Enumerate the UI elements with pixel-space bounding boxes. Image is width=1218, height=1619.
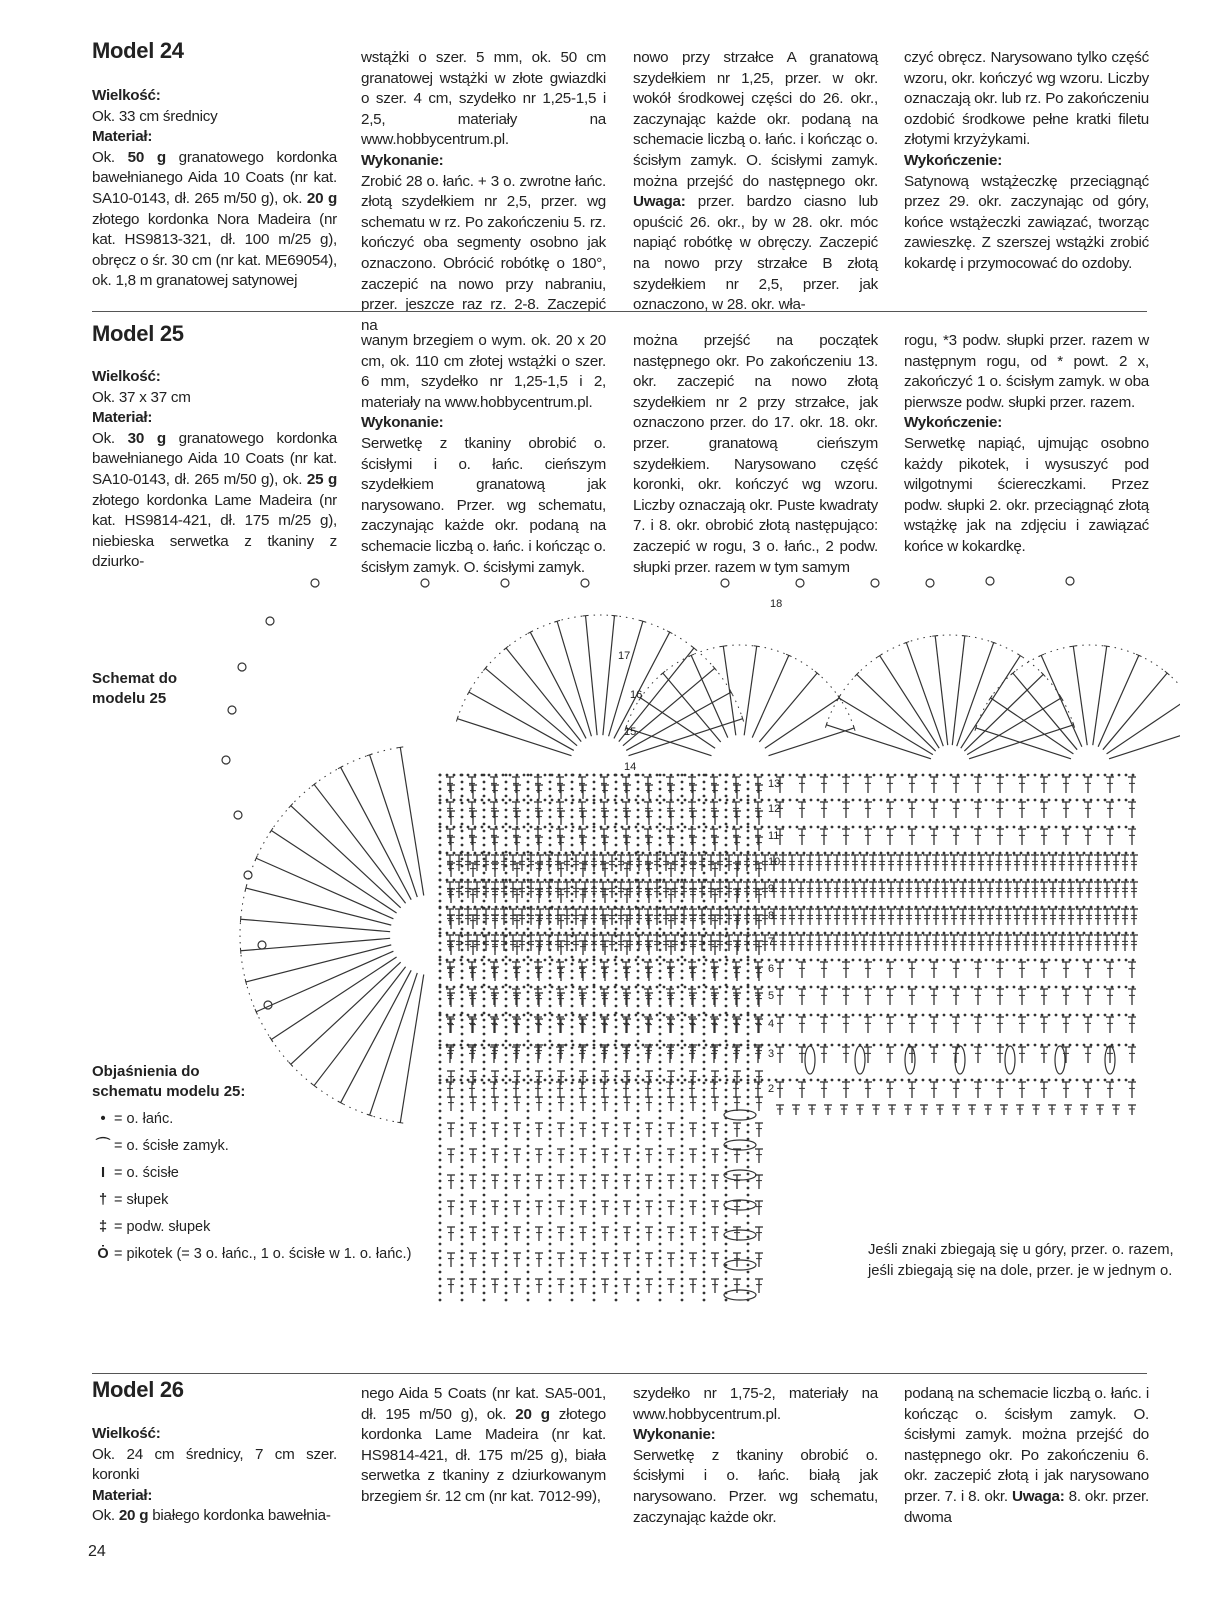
picot-icon: Ȯ bbox=[97, 1246, 109, 1262]
round-number: 11 bbox=[768, 830, 780, 842]
legend-title: Objaśnienia do schematu modelu 25: bbox=[92, 1063, 246, 1100]
material-text: Ok. 50 g granatowego kordonka bawełnianego Aida 10 Coats (nr kat. SA10-0143, dł. 265 m/50 g), ok. 20 g złotego kordonka Nora Madeira (nr kat. HS9813-321, dł. 100 m/25 g), obręcz o śr. 30 cm (nr kat. ME69054), ok. 1,8 m granatowej satynowej bbox=[92, 148, 338, 290]
round-number: 8 bbox=[768, 910, 775, 922]
material-text: Ok. 20 g białego kordonka bawełnia- bbox=[92, 1507, 331, 1525]
schema-label: Schemat do modelu 25 bbox=[92, 670, 178, 707]
model-26-col4 bbox=[904, 1384, 1149, 1528]
model-25-col4 bbox=[904, 331, 1149, 558]
oval-loop bbox=[805, 1046, 815, 1074]
model-24-col1 bbox=[92, 86, 337, 292]
round-number: 17 bbox=[618, 650, 631, 662]
finishing-heading: Wykończenie: bbox=[904, 151, 1002, 169]
oval-loop bbox=[724, 1110, 756, 1120]
round-number: 6 bbox=[768, 963, 775, 975]
single-crochet-icon: I bbox=[100, 1165, 106, 1181]
round-number: 2 bbox=[768, 1083, 775, 1095]
picot-mark bbox=[311, 579, 319, 587]
legend-item bbox=[92, 1136, 411, 1156]
model-24-title: Model 24 bbox=[92, 38, 184, 63]
round-number: 5 bbox=[768, 990, 775, 1002]
treble-crochet-icon: ‡ bbox=[98, 1219, 108, 1235]
material-heading: Materiał: bbox=[92, 128, 153, 146]
picot-mark bbox=[581, 579, 589, 587]
oval-loop bbox=[1055, 1046, 1065, 1074]
size-heading: Wielkość: bbox=[92, 1425, 161, 1442]
section-divider bbox=[92, 311, 1147, 312]
execution-heading: Wykonanie: bbox=[633, 1426, 716, 1444]
round-number: 13 bbox=[768, 778, 781, 790]
oval-loop bbox=[724, 1290, 756, 1300]
oval-loop bbox=[905, 1046, 915, 1074]
text-block: rogu, *3 podw. słupki przer. razem w następnym rogu, od * powt. 2 x, zakończyć 1 o. ścisłym zamyk. w oba pierwsze podw. słupki przer. razem. bbox=[904, 332, 1149, 411]
text-block: Serwetkę z tkaniny obrobić o. ścisłymi i o. łańc. białą jak narysowano. Przer. wg schematu, zaczynając każde okr. bbox=[633, 1446, 878, 1526]
picot-mark bbox=[796, 579, 804, 587]
size-text: Ok. 24 cm średnicy, 7 cm szer. koronki bbox=[92, 1445, 337, 1484]
picot-mark bbox=[258, 941, 266, 949]
round-number: 14 bbox=[624, 761, 637, 773]
picot-mark bbox=[244, 871, 252, 879]
text-block: Zrobić 28 o. łańc. + 3 o. zwrotne łańc. złotą szydełkiem nr 2,5, przer. wg schematu w rz. Po zakończeniu 5. rz. kończyć oba segmenty osobno jak oznaczono. Obrócić robótkę o 180°, zaczepić na nowo przy nabraniu, przer. jeszcze raz rz. 2-8. Zaczepić na bbox=[361, 172, 606, 334]
picot-mark bbox=[986, 577, 994, 585]
round-number: 4 bbox=[768, 1018, 775, 1030]
model-26-col1 bbox=[92, 1424, 337, 1527]
picot-mark bbox=[926, 579, 934, 587]
text-block: nowo przy strzałce A granatową szydełkiem nr 1,25, przer. w okr. wokół środkowej części do 26. okr., zaczynając każde okr. podaną na schemacie liczbą o. łańc. i kończąc o. ścisłym zamyk. O. ścisłymi zamyk. można przejść do następnego okr. Uwaga: przer. bardzo ciasno lub opuścić 26. okr., by w 28. okr. móc napiąć robótkę w obręczy. Zaczepić na nowo przy strzałce B złotą szydełkiem nr 2,5, przer. jak oznaczono, w 28. okr. wła- bbox=[633, 49, 878, 314]
picot-mark bbox=[501, 579, 509, 587]
round-number: 7 bbox=[768, 936, 775, 948]
round-number: 9 bbox=[768, 883, 775, 895]
text-block: podaną na schemacie liczbą o. łańc. i kończąc o. ścisłym zamyk. O. ścisłymi zamyk. można przejść do następnego okr. Po zakończeniu 6. okr. zaczepić złotą i jak narysowano przer. 7. i 8. okr. Uwaga: 8. okr. przer. dwoma bbox=[904, 1385, 1149, 1526]
picot-mark bbox=[222, 756, 230, 764]
legend-text: = podw. słupek bbox=[114, 1219, 211, 1235]
model-24-col4 bbox=[904, 48, 1149, 275]
model-25-col2 bbox=[361, 331, 606, 578]
text-block: czyć obręcz. Narysowano tylko część wzoru, okr. kończyć wg wzoru. Liczby oznaczają okr. lub rz. Po zakończeniu ozdobić środkowe pełne kratki filetu złotymi krzyżykami. bbox=[904, 49, 1149, 149]
size-text: Ok. 37 x 37 cm bbox=[92, 388, 191, 406]
model-26-title: Model 26 bbox=[92, 1377, 184, 1402]
legend-item bbox=[92, 1163, 411, 1183]
round-number: 16 bbox=[630, 689, 643, 701]
round-number: 3 bbox=[768, 1048, 775, 1060]
text-block: Serwetkę napiąć, ujmując osobno każdy pikotek, i wysuszyć pod wilgotnymi ściereczkami. Przez podw. słupki 2. okr. przeciągnąć złotą wstążkę jak na zdjęciu i zawiązać końce w kokardkę. bbox=[904, 434, 1149, 555]
slip-stitch-icon: ⌒ bbox=[95, 1138, 111, 1154]
section-divider bbox=[92, 1373, 1147, 1374]
text-block: wanym brzegiem o wym. ok. 20 x 20 cm, ok. 110 cm złotej wstążki o szer. 6 mm, szydełko nr 1,25-1,5 i 2, materiały na www.hobbycentrum.pl. bbox=[361, 332, 606, 411]
legend-item bbox=[92, 1244, 411, 1264]
picot-mark bbox=[721, 579, 729, 587]
legend-item bbox=[92, 1217, 411, 1237]
size-heading: Wielkość: bbox=[92, 87, 161, 104]
double-crochet-icon: † bbox=[98, 1192, 108, 1208]
round-number: 15 bbox=[624, 726, 637, 738]
legend-text: = pikotek (= 3 o. łańc., 1 o. ścisłe w 1. o. łańc.) bbox=[114, 1246, 412, 1262]
round-number: 12 bbox=[768, 803, 781, 815]
model-25-col3 bbox=[633, 331, 878, 578]
round-number: 18 bbox=[770, 598, 783, 610]
legend-text: = o. łańc. bbox=[114, 1111, 174, 1127]
model-24-col2 bbox=[361, 48, 606, 336]
text-block: można przejść na początek następnego okr. Po zakończeniu 13. okr. zaczepić na nowo złotą szydełkiem nr 2 przy strzałce, jak oznaczono przer. do 17. okr. 18. okr. przer. granatową cieńszym szydełkiem. Narysowano część koronki, okr. kończyć wg wzoru. Liczby oznaczają okr. Puste kwadraty 7. i 8. okr. obrobić złotą następująco: zaczepić w rogu, 3 o. łańc., 2 podw. słupki przer. razem w tym samym bbox=[633, 332, 878, 576]
material-heading: Materiał: bbox=[92, 409, 153, 427]
model-25-title: Model 25 bbox=[92, 321, 184, 346]
text-block: szydełko nr 1,75-2, materiały na www.hobbycentrum.pl. bbox=[633, 1385, 878, 1423]
legend bbox=[92, 1062, 411, 1264]
picot-mark bbox=[228, 706, 236, 714]
picot-mark bbox=[871, 579, 879, 587]
execution-heading: Wykonanie: bbox=[361, 151, 444, 169]
size-heading: Wielkość: bbox=[92, 368, 161, 385]
text-block: wstążki o szer. 5 mm, ok. 50 cm granatowej wstążki w złote gwiazdki o szer. 4 cm, szydełko nr 1,25-1,5 i 2,5, materiały na www.hobbycentrum.pl. bbox=[361, 49, 606, 149]
oval-loop bbox=[724, 1230, 756, 1240]
model-26-col3 bbox=[633, 1384, 878, 1528]
material-heading: Materiał: bbox=[92, 1486, 153, 1504]
picot-mark bbox=[234, 811, 242, 819]
size-text: Ok. 33 cm średnicy bbox=[92, 107, 218, 125]
legend-text: = o. ścisłe zamyk. bbox=[114, 1138, 229, 1154]
execution-heading: Wykonanie: bbox=[361, 414, 444, 432]
model-24-col3 bbox=[633, 48, 878, 316]
finishing-heading: Wykończenie: bbox=[904, 414, 1002, 432]
oval-loop bbox=[724, 1260, 756, 1270]
material-text: Ok. 30 g granatowego kordonka bawełnianego Aida 10 Coats (nr kat. SA10-0143, dł. 265 m/50 g), ok. 25 g złotego kordonka Lame Madeira (nr kat. HS9814-421, dł. 175 m/25 g), niebieska serwetka z tkaniny z dziurko- bbox=[92, 429, 338, 571]
round-number: 10 bbox=[768, 856, 781, 868]
picot-mark bbox=[1066, 577, 1074, 585]
legend-text: = słupek bbox=[114, 1192, 169, 1208]
picot-mark bbox=[266, 617, 274, 625]
text-block: Serwetkę z tkaniny obrobić o. ścisłymi i o. łańc. cieńszym szydełkiem granatową jak narysowano. Przer. wg schematu, zaczynając każde okr. podaną na schemacie liczbą o. łańc. i kończąc o. ścisłym zamyk. O. ścisłymi zamyk. bbox=[361, 434, 606, 576]
oval-loop bbox=[855, 1046, 865, 1074]
text-block: Satynową wstążeczkę przeciągnąć przez 29. okr. zaczynając od góry, końce wstążeczki zawiązać, tworząc zawieszkę. Z szerszej wstążki zrobić kokardę i przymocować do ozdoby. bbox=[904, 172, 1149, 272]
schema-note: Jeśli znaki zbiegają się u góry, przer. o. razem, jeśli zbiegają się na dole, przer. je w jednym o. bbox=[868, 1242, 1174, 1279]
model-26-col2 bbox=[361, 1384, 606, 1508]
oval-loop bbox=[1005, 1046, 1015, 1074]
page-number: 24 bbox=[88, 1543, 106, 1560]
legend-text: = o. ścisłe bbox=[114, 1165, 179, 1181]
picot-mark bbox=[238, 663, 246, 671]
legend-item bbox=[92, 1109, 411, 1129]
text-block: nego Aida 5 Coats (nr kat. SA5-001, dł. 195 m/50 g), ok. 20 g złotego kordonka Lame Madeira (nr kat. HS9814-421, dł. 175 m/25 g), biała serwetka z tkaniny z dziurkowanym brzegiem śr. 12 cm (nr kat. 7012-99), bbox=[361, 1385, 606, 1505]
chain-stitch-icon: • bbox=[100, 1111, 106, 1127]
model-25-col1 bbox=[92, 367, 337, 573]
picot-mark bbox=[421, 579, 429, 587]
legend-item bbox=[92, 1190, 411, 1210]
